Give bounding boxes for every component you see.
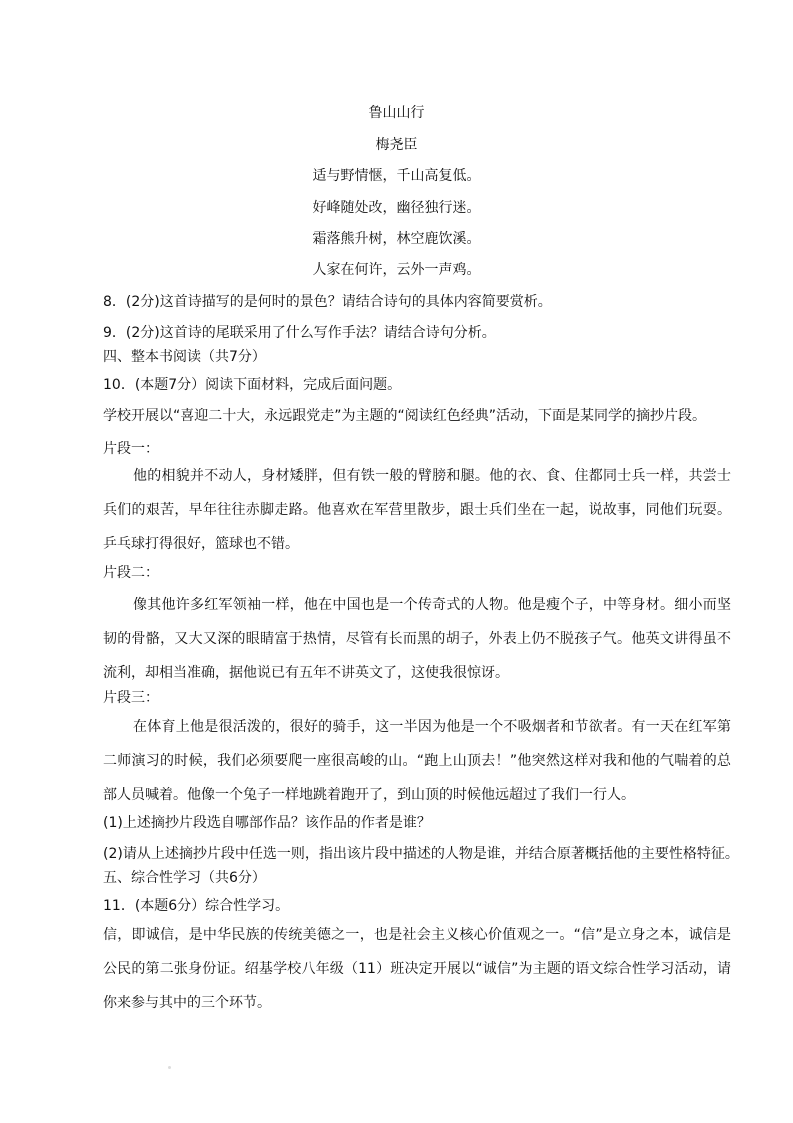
section-4-heading: 四、整本书阅读（共7分） — [103, 349, 266, 365]
sub-question-2: (2)请从上述摘抄片段中任选一则，指出该片段中描述的人物是谁，并结合原著概括他的主要性格特征。 — [103, 846, 739, 862]
poem-title: 鲁山山行 — [368, 105, 425, 121]
poem-line-3: 霜落熊升树，林空鹿饮溪。 — [312, 231, 481, 247]
fragment-1-label: 片段一： — [103, 441, 159, 457]
scan-speck — [168, 1066, 171, 1069]
question-11: 11．(本题6分）综合性学习。 — [103, 898, 290, 914]
poem-line-4: 人家在何许，云外一声鸡。 — [312, 262, 481, 278]
section-4-intro: 学校开展以“喜迎二十大，永远跟党走”为主题的“阅读红色经典”活动，下面是某同学的摘抄片段。 — [103, 408, 707, 424]
fragment-1-text: 他的相貌并不动人，身材矮胖，但有铁一般的臂膀和腿。他的衣、食、住都同士兵一样，共尝士兵们的艰苦，早年往往赤脚走路。他喜欢在军营里散步，跟士兵们坐在一起，说故事，同他们玩耍。乒乓球打得很好，篮球也不错。 — [103, 468, 731, 552]
fragment-2-text: 像其他许多红军领袖一样，他在中国也是一个传奇式的人物。他是瘦个子，中等身材。细小而坚韧的骨骼，又大又深的眼睛富于热情，尽管有长而黑的胡子，外表上仍不脱孩子气。他英文讲得虽不流利，却相当准确，据他说已有五年不讲英文了，这使我很惊讶。 — [103, 597, 731, 681]
fragment-3-label: 片段三： — [103, 690, 159, 706]
fragment-2-label: 片段二： — [103, 565, 159, 581]
poem-line-1: 适与野情惬，千山高复低。 — [312, 168, 481, 184]
question-8: 8．(2分)这首诗描写的是何时的景色？请结合诗句的具体内容简要赏析。 — [103, 294, 552, 310]
section-5-intro: 信，即诚信，是中华民族的传统美德之一，也是社会主义核心价值观之一。“信”是立身之本，诚信是公民的第二张身份证。绍基学校八年级（11）班决定开展以“诚信”为主题的语文综合性学习活动，请你来参与其中的三个环节。 — [103, 927, 731, 1011]
fragment-3-text: 在体育上他是很活泼的，很好的骑手，这一半因为他是一个不吸烟者和节欲者。有一天在红军第二师演习的时候，我们必须要爬一座很高峻的山。“跑上山顶去！”他突然这样对我和他的气喘着的总部人员喊着。他像一个兔子一样地跳着跑开了，到山顶的时候他远超过了我们一行人。 — [103, 719, 731, 803]
question-10: 10．(本题7分）阅读下面材料，完成后面问题。 — [103, 377, 402, 393]
sub-question-1: (1)上述摘抄片段选自哪部作品？该作品的作者是谁？ — [103, 815, 431, 831]
poem-author: 梅尧臣 — [375, 137, 418, 153]
section-5-heading: 五、综合性学习（共6分） — [103, 870, 266, 886]
poem-line-2: 好峰随处改，幽径独行迷。 — [312, 200, 481, 216]
question-9: 9．(2分)这首诗的尾联采用了什么写作手法？请结合诗句分析。 — [103, 325, 496, 341]
